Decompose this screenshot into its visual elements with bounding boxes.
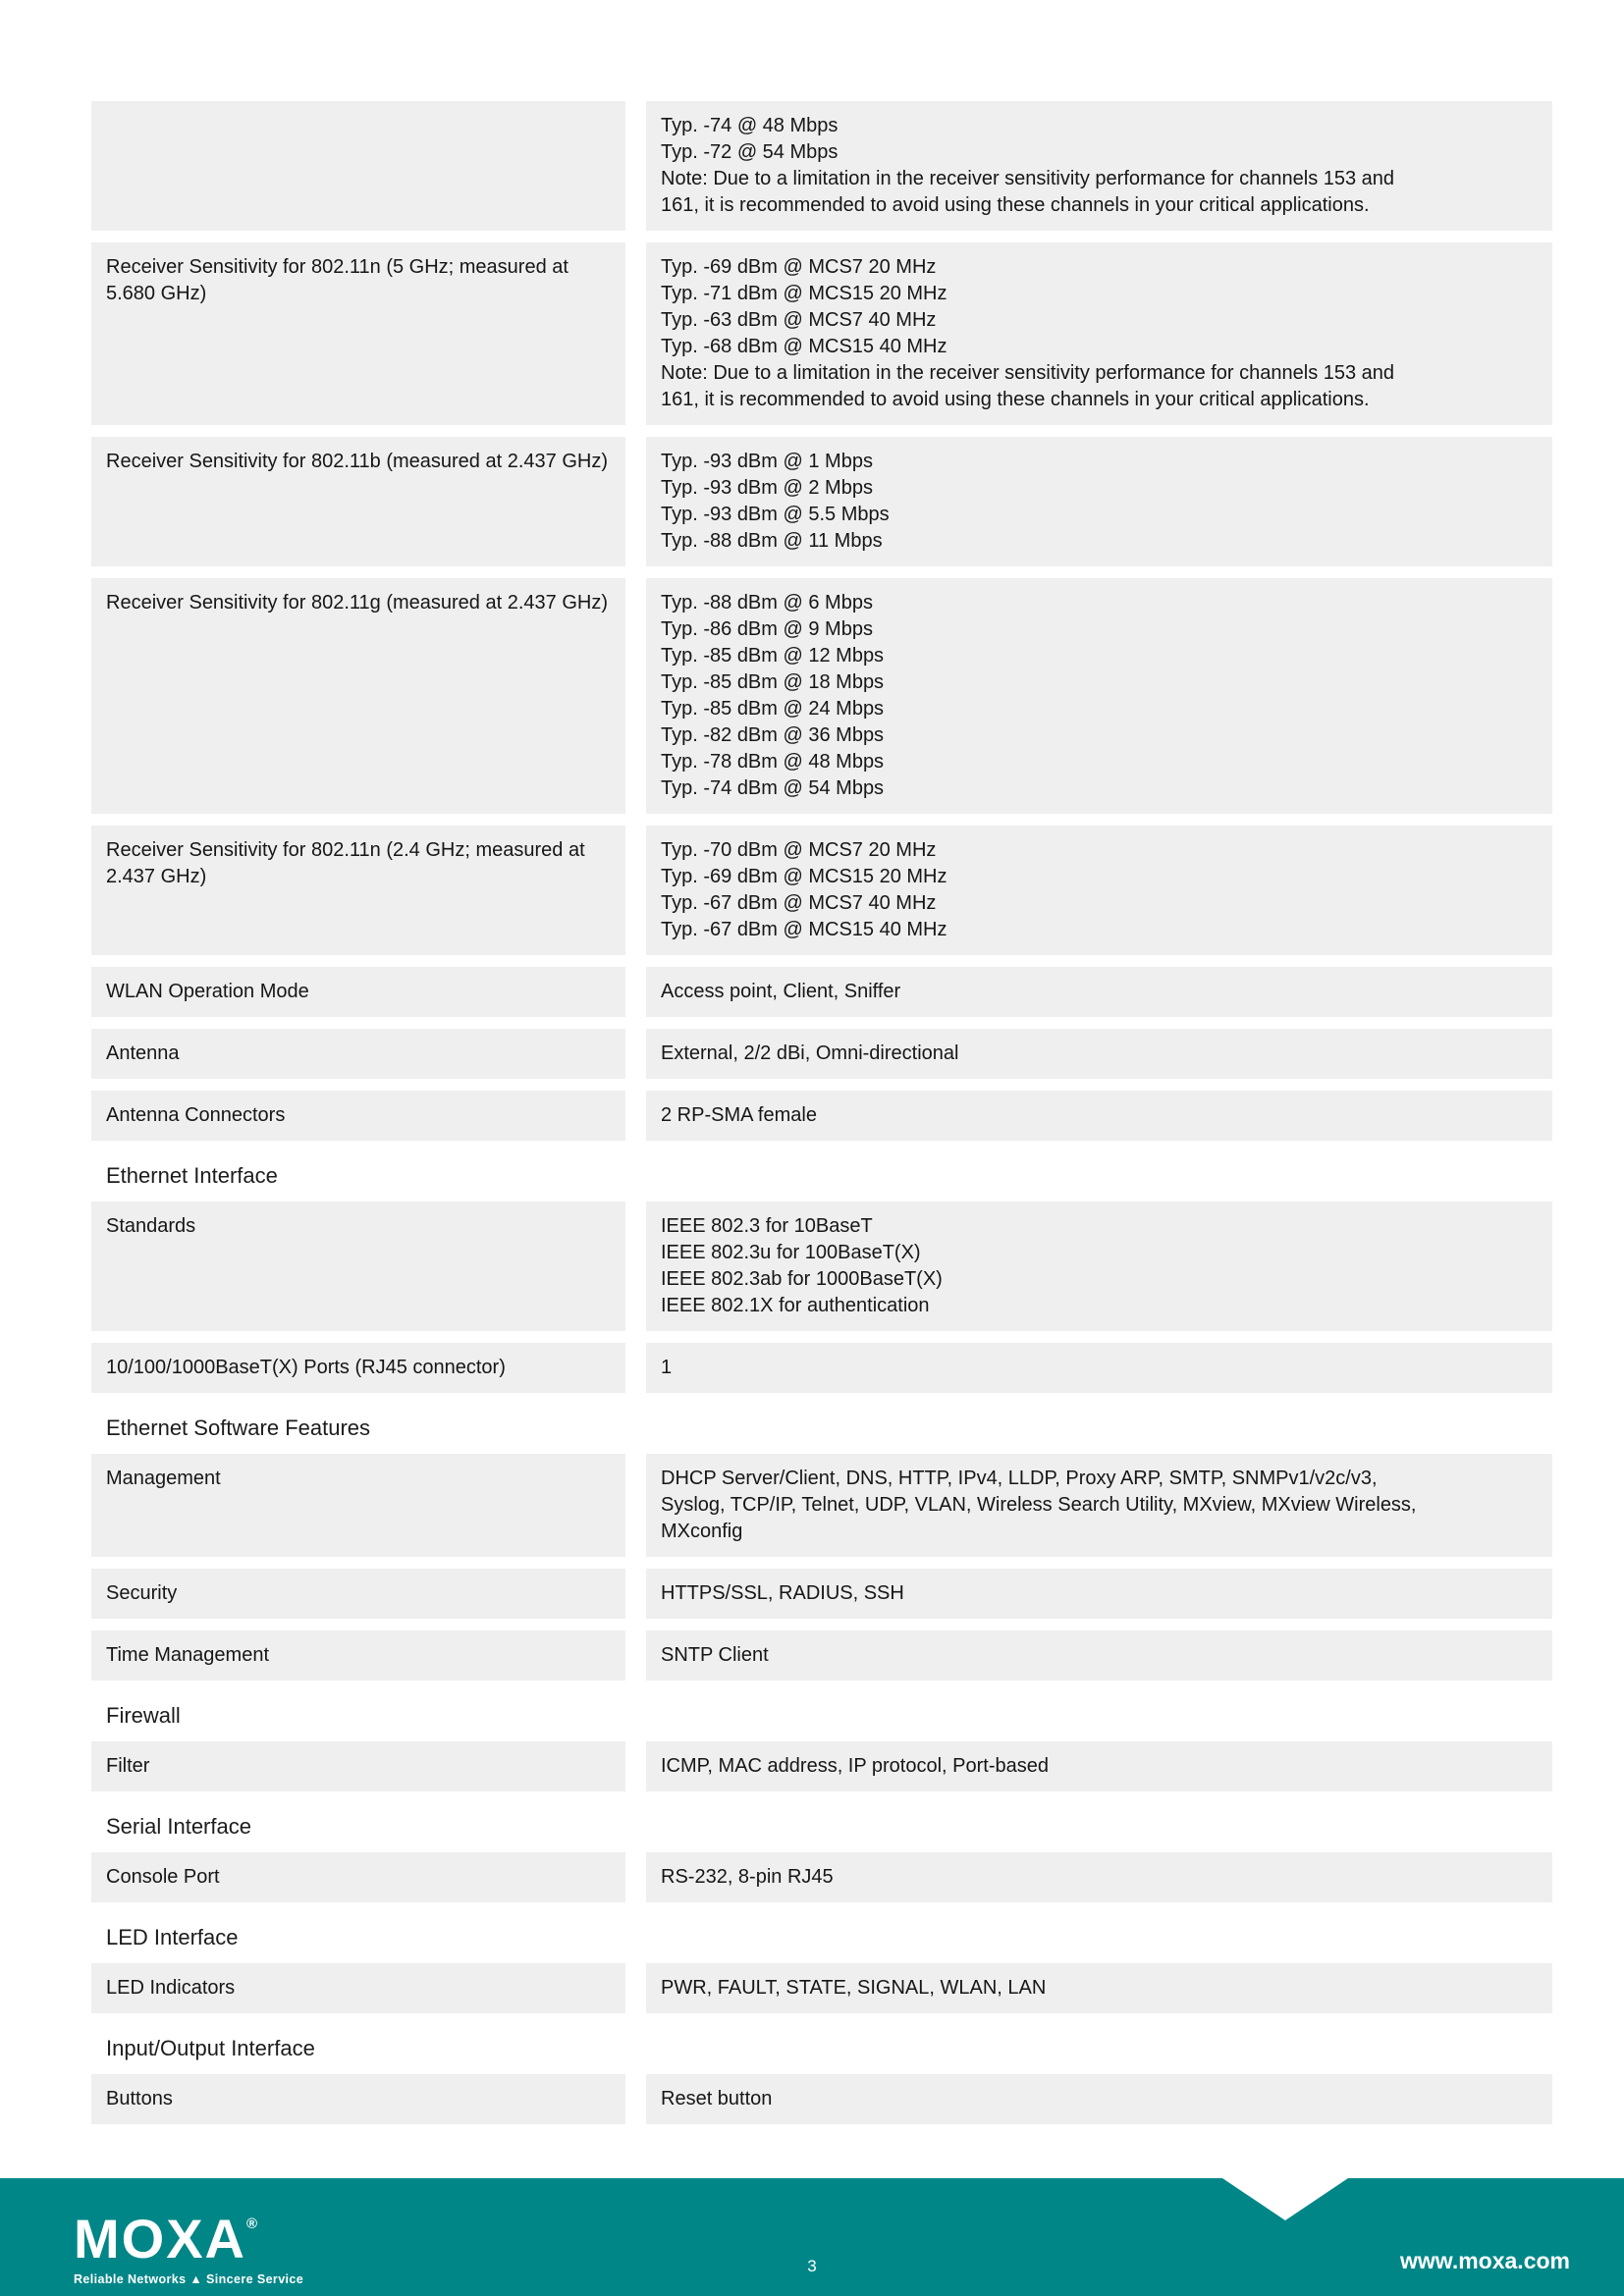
spec-value-line: Reset button xyxy=(661,2088,773,2109)
table-row xyxy=(91,1343,1552,1393)
table-row xyxy=(91,1201,1552,1331)
spec-value-line: Typ. -74 @ 48 Mbps xyxy=(661,115,839,136)
spec-value-line: Access point, Client, Sniffer xyxy=(661,981,901,1002)
spec-value-line: Note: Due to a limitation in the receiver sensitivity performance for channels 153 and xyxy=(661,362,1395,384)
spec-label: Receiver Sensitivity for 802.11n (2.4 GHz; measured at 2.437 GHz) xyxy=(91,826,625,955)
spec-value-line: Typ. -85 dBm @ 24 Mbps xyxy=(661,698,885,720)
section-header: Firewall xyxy=(106,1703,181,1728)
spec-value-line: Typ. -68 dBm @ MCS15 40 MHz xyxy=(661,336,947,357)
table-row xyxy=(91,101,1552,231)
section-header: LED Interface xyxy=(106,1925,239,1949)
spec-value-line: RS-232, 8-pin RJ45 xyxy=(661,1866,834,1888)
spec-value-line: ICMP, MAC address, IP protocol, Port-based xyxy=(661,1755,1049,1777)
page-number: 3 xyxy=(807,2257,817,2275)
table-row xyxy=(91,1630,1552,1681)
spec-value-line: HTTPS/SSL, RADIUS, SSH xyxy=(661,1582,904,1604)
spec-value xyxy=(646,2074,1552,2124)
table-row xyxy=(91,1569,1552,1619)
spec-value-line: Syslog, TCP/IP, Telnet, UDP, VLAN, Wireless Search Utility, MXview, MXview Wireless, xyxy=(661,1494,1417,1516)
spec-value-line: Typ. -63 dBm @ MCS7 40 MHz xyxy=(661,309,937,331)
spec-value xyxy=(646,1852,1552,1902)
spec-value-line: Typ. -85 dBm @ 12 Mbps xyxy=(661,645,885,667)
spec-value-line: DHCP Server/Client, DNS, HTTP, IPv4, LLDP, Proxy ARP, SMTP, SNMPv1/v2c/v3, xyxy=(661,1468,1378,1489)
spec-value xyxy=(646,1201,1552,1331)
website-link[interactable]: www.moxa.com xyxy=(1400,2248,1570,2273)
moxa-logo-word: MOXA xyxy=(74,2208,246,2269)
table-row xyxy=(91,967,1552,1017)
spec-value-line: IEEE 802.3u for 100BaseT(X) xyxy=(661,1242,921,1263)
spec-label: Antenna Connectors xyxy=(91,1091,625,1141)
table-row xyxy=(91,826,1552,955)
table-row xyxy=(91,1741,1552,1791)
spec-value-line: Typ. -78 dBm @ 48 Mbps xyxy=(661,751,885,773)
spec-value-line: Typ. -88 dBm @ 11 Mbps xyxy=(661,530,883,552)
table-row xyxy=(91,2074,1552,2124)
spec-value-line: Typ. -71 dBm @ MCS15 20 MHz xyxy=(661,283,947,304)
spec-value-line: Typ. -67 dBm @ MCS7 40 MHz xyxy=(661,892,937,914)
spec-value xyxy=(646,1569,1552,1619)
spec-value xyxy=(646,1741,1552,1791)
spec-label: Receiver Sensitivity for 802.11g (measured at 2.437 GHz) xyxy=(91,578,625,814)
table-row xyxy=(91,1852,1552,1902)
spec-value-line: Typ. -93 dBm @ 5.5 Mbps xyxy=(661,504,890,525)
spec-label: WLAN Operation Mode xyxy=(91,967,625,1017)
moxa-logo-text xyxy=(74,2196,303,2268)
spec-value-line: 161, it is recommended to avoid using these channels in your critical applications. xyxy=(661,194,1370,216)
section-header: Ethernet Software Features xyxy=(106,1415,371,1440)
spec-value xyxy=(646,826,1552,955)
spec-value-line: IEEE 802.1X for authentication xyxy=(661,1295,930,1316)
spec-value-line: Typ. -88 dBm @ 6 Mbps xyxy=(661,592,873,614)
spec-value-line: IEEE 802.3 for 10BaseT xyxy=(661,1215,873,1237)
spec-value-line: SNTP Client xyxy=(661,1644,769,1666)
spec-value-line: Typ. -82 dBm @ 36 Mbps xyxy=(661,724,885,746)
registered-trademark-icon: ® xyxy=(246,2216,258,2232)
section-header: Ethernet Interface xyxy=(106,1163,278,1188)
spec-value xyxy=(646,1963,1552,2013)
spec-value-line: 161, it is recommended to avoid using these channels in your critical applications. xyxy=(661,389,1370,410)
spec-label: Filter xyxy=(91,1741,625,1791)
spec-value-line: Typ. -74 dBm @ 54 Mbps xyxy=(661,777,885,799)
spec-value-line: Typ. -67 dBm @ MCS15 40 MHz xyxy=(661,919,947,940)
section-header: Serial Interface xyxy=(106,1814,251,1839)
spec-value-line: External, 2/2 dBi, Omni-directional xyxy=(661,1042,959,1064)
spec-label: Console Port xyxy=(91,1852,625,1902)
spec-value-line: Typ. -85 dBm @ 18 Mbps xyxy=(661,671,885,693)
spec-value-line: PWR, FAULT, STATE, SIGNAL, WLAN, LAN xyxy=(661,1977,1047,1999)
spec-value-line: MXconfig xyxy=(661,1521,743,1542)
spec-value xyxy=(646,1343,1552,1393)
spec-value xyxy=(646,578,1552,814)
spec-label: Receiver Sensitivity for 802.11n (5 GHz; measured at 5.680 GHz) xyxy=(91,242,625,425)
spec-label: Standards xyxy=(91,1201,625,1331)
spec-value-line: Typ. -93 dBm @ 1 Mbps xyxy=(661,451,873,472)
table-row xyxy=(91,1963,1552,2013)
spec-value-line: Typ. -69 dBm @ MCS7 20 MHz xyxy=(661,256,937,278)
spec-label: LED Indicators xyxy=(91,1963,625,2013)
spec-value xyxy=(646,242,1552,425)
table-row xyxy=(91,1454,1552,1557)
table-row xyxy=(91,1029,1552,1079)
spec-table xyxy=(91,101,1552,2136)
spec-label: Antenna xyxy=(91,1029,625,1079)
spec-value-line: Typ. -69 dBm @ MCS15 20 MHz xyxy=(661,866,947,887)
table-row xyxy=(91,578,1552,814)
spec-value xyxy=(646,1029,1552,1079)
spec-label: Buttons xyxy=(91,2074,625,2124)
spec-label: Management xyxy=(91,1454,625,1557)
table-row xyxy=(91,437,1552,566)
spec-label: Time Management xyxy=(91,1630,625,1681)
spec-value-line: IEEE 802.3ab for 1000BaseT(X) xyxy=(661,1268,943,1290)
spec-label xyxy=(91,101,625,231)
table-row xyxy=(91,242,1552,425)
spec-value-line: Typ. -70 dBm @ MCS7 20 MHz xyxy=(661,839,937,861)
spec-value-line: Typ. -93 dBm @ 2 Mbps xyxy=(661,477,873,499)
table-row xyxy=(91,1091,1552,1141)
spec-label: Security xyxy=(91,1569,625,1619)
spec-value-line: Note: Due to a limitation in the receiver sensitivity performance for channels 153 and xyxy=(661,168,1395,189)
footer-notch-triangle-icon xyxy=(1222,2178,1348,2220)
spec-value-line: Typ. -86 dBm @ 9 Mbps xyxy=(661,618,873,640)
spec-value-line: 1 xyxy=(661,1357,673,1378)
spec-value xyxy=(646,1630,1552,1681)
footer-bar xyxy=(0,2178,1624,2296)
spec-value xyxy=(646,101,1552,231)
moxa-logo xyxy=(74,2196,303,2286)
spec-value-line: Typ. -72 @ 54 Mbps xyxy=(661,141,839,163)
spec-label: Receiver Sensitivity for 802.11b (measured at 2.437 GHz) xyxy=(91,437,625,566)
spec-value xyxy=(646,1454,1552,1557)
spec-value xyxy=(646,437,1552,566)
spec-value-line: 2 RP-SMA female xyxy=(661,1104,817,1126)
spec-value xyxy=(646,1091,1552,1141)
section-header: Input/Output Interface xyxy=(106,2036,315,2060)
spec-label: 10/100/1000BaseT(X) Ports (RJ45 connector) xyxy=(91,1343,625,1393)
moxa-tagline: Reliable Networks ▲ Sincere Service xyxy=(74,2272,304,2286)
spec-value xyxy=(646,967,1552,1017)
